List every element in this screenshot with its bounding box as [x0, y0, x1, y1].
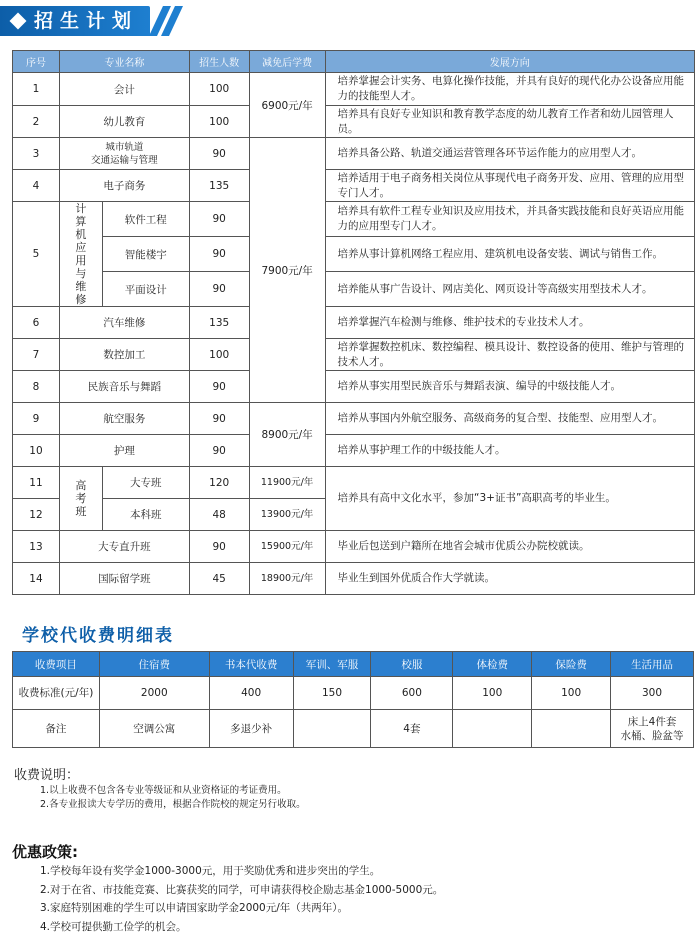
major-name: 电子商务 — [59, 170, 189, 202]
fee-header: 保险费 — [532, 652, 611, 677]
notes-list — [40, 784, 306, 812]
enroll-count: 90 — [189, 531, 249, 563]
header-fee: 减免后学费 — [249, 51, 325, 73]
fee-remark: 4套 — [371, 710, 453, 748]
fees-title: 学校代收费明细表 — [22, 626, 174, 646]
tuition-fee: 13900元/年 — [249, 499, 325, 531]
enroll-count: 90 — [189, 237, 249, 272]
fee-value: 300 — [611, 677, 694, 710]
table-row — [13, 563, 695, 595]
row-no: 4 — [13, 170, 60, 202]
fee-label: 收费标准(元/年) — [13, 677, 100, 710]
policy-item: 3.家庭特别困难的学生可以申请国家助学金2000元/年（共两年）。 — [40, 902, 349, 914]
table-row — [13, 531, 695, 563]
table-row — [13, 170, 695, 202]
enroll-count: 100 — [189, 73, 249, 106]
direction: 培养从事国内外航空服务、高级商务的复合型、技能型、应用型人才。 — [325, 403, 694, 435]
fee-header: 体检费 — [453, 652, 532, 677]
enroll-count: 100 — [189, 106, 249, 138]
direction: 培养适用于电子商务相关岗位从事现代电子商务开发、应用、管理的应用型专门人才。 — [325, 170, 694, 202]
direction: 培养从事计算机网络工程应用、建筑机电设备安装、调试与销售工作。 — [325, 237, 694, 272]
table-row — [13, 106, 695, 138]
major-name: 护理 — [59, 435, 189, 467]
major-name: 航空服务 — [59, 403, 189, 435]
policy-item: 2.对于在省、市技能竞赛、比赛获奖的同学，可申请获得校企励志基金1000-5000元。 — [40, 883, 444, 896]
tuition-fee: 7900元/年 — [249, 138, 325, 403]
tuition-fee: 6900元/年 — [249, 73, 325, 138]
enroll-count: 135 — [189, 307, 249, 339]
direction: 培养具有软件工程专业知识及应用技术，并具备实践技能和良好英语应用能力的应用型专门人才。 — [325, 202, 694, 237]
major-name: 平面设计 — [102, 272, 189, 307]
row-no: 12 — [13, 499, 60, 531]
row-no: 9 — [13, 403, 60, 435]
major-name-line: 交通运输与管理 — [91, 154, 158, 166]
fee-header: 收费项目 — [13, 652, 100, 677]
major-name: 大专班 — [102, 467, 189, 499]
fee-remark — [532, 710, 611, 748]
table-row — [13, 272, 695, 307]
row-no: 6 — [13, 307, 60, 339]
row-no: 2 — [13, 106, 60, 138]
major-name: 数控加工 — [59, 339, 189, 371]
fee-header: 书本代收费 — [209, 652, 293, 677]
direction: 培养掌握汽车检测与维修、维护技术的专业技术人才。 — [325, 307, 694, 339]
enrollment-plan-table — [12, 50, 695, 595]
fee-value: 100 — [532, 677, 611, 710]
enroll-count: 135 — [189, 170, 249, 202]
table-header-row — [13, 652, 694, 677]
header-major: 专业名称 — [59, 51, 189, 73]
policy-item: 4.学校可提供勤工俭学的机会。 — [40, 920, 187, 933]
table-row — [13, 435, 695, 467]
table-row — [13, 710, 694, 748]
banner-title: 招生计划 — [34, 10, 139, 32]
enroll-count: 45 — [189, 563, 249, 595]
row-no: 1 — [13, 73, 60, 106]
fee-remark: 多退少补 — [209, 710, 293, 748]
table-row — [13, 403, 695, 435]
row-no: 13 — [13, 531, 60, 563]
direction: 培养具备公路、轨道交通运营管理各环节运作能力的应用型人才。 — [325, 138, 694, 170]
major-name: 幼儿教育 — [59, 106, 189, 138]
fee-remark: 空调公寓 — [99, 710, 209, 748]
major-group: 高考班 — [59, 467, 102, 531]
enroll-count: 48 — [189, 499, 249, 531]
fee-remark-line: 床上4件套 — [627, 715, 677, 728]
section-banner — [0, 6, 175, 36]
fee-header: 住宿费 — [99, 652, 209, 677]
enroll-count: 90 — [189, 371, 249, 403]
major-name: 大专直升班 — [59, 531, 189, 563]
header-count: 招生人数 — [189, 51, 249, 73]
row-no: 3 — [13, 138, 60, 170]
fee-value: 600 — [371, 677, 453, 710]
direction: 培养从事实用型民族音乐与舞蹈表演、编导的中级技能人才。 — [325, 371, 694, 403]
major-name — [59, 138, 189, 170]
tuition-fee: 8900元/年 — [249, 403, 325, 467]
row-no: 5 — [13, 202, 60, 307]
fee-value: 150 — [293, 677, 371, 710]
direction: 毕业生到国外优质合作大学就读。 — [325, 563, 694, 595]
table-row — [13, 371, 695, 403]
tuition-fee: 18900元/年 — [249, 563, 325, 595]
note-item: 2.各专业报读大专学历的费用，根据合作院校的规定另行收取。 — [40, 799, 306, 810]
enroll-count: 100 — [189, 339, 249, 371]
enroll-count: 90 — [189, 202, 249, 237]
enroll-count: 90 — [189, 272, 249, 307]
table-row — [13, 138, 695, 170]
major-name: 国际留学班 — [59, 563, 189, 595]
tuition-fee: 15900元/年 — [249, 531, 325, 563]
fee-value: 2000 — [99, 677, 209, 710]
table-row — [13, 339, 695, 371]
major-name: 汽车维修 — [59, 307, 189, 339]
direction: 培养掌握会计实务、电算化操作技能，并具有良好的现代化办公设备应用能力的技能型人才。 — [325, 73, 694, 106]
fees-table — [12, 651, 694, 748]
policy-title: 优惠政策: — [12, 843, 78, 861]
direction: 培养掌握数控机床、数控编程、模具设计、数控设备的使用、维护与管理的技术人才。 — [325, 339, 694, 371]
row-no: 11 — [13, 467, 60, 499]
major-name: 软件工程 — [102, 202, 189, 237]
header-direction: 发展方向 — [325, 51, 694, 73]
policy-list — [40, 862, 443, 936]
note-item: 1.以上收费不包含各专业等级证和从业资格证的考证费用。 — [40, 785, 287, 796]
table-row — [13, 307, 695, 339]
enroll-count: 120 — [189, 467, 249, 499]
header-no: 序号 — [13, 51, 60, 73]
fee-remark — [453, 710, 532, 748]
fee-value: 100 — [453, 677, 532, 710]
fee-header: 校服 — [371, 652, 453, 677]
table-row — [13, 202, 695, 237]
fee-header: 生活用品 — [611, 652, 694, 677]
table-row — [13, 677, 694, 710]
row-no: 10 — [13, 435, 60, 467]
direction: 培养具有高中文化水平，参加“3+证书”高职高考的毕业生。 — [325, 467, 694, 531]
fee-value: 400 — [209, 677, 293, 710]
row-no: 14 — [13, 563, 60, 595]
major-name: 本科班 — [102, 499, 189, 531]
direction: 培养从事护理工作的中级技能人才。 — [325, 435, 694, 467]
fee-remark — [293, 710, 371, 748]
enroll-count: 90 — [189, 403, 249, 435]
row-no: 8 — [13, 371, 60, 403]
table-row — [13, 237, 695, 272]
major-name: 会计 — [59, 73, 189, 106]
enroll-count: 90 — [189, 138, 249, 170]
fee-header: 军训、军服 — [293, 652, 371, 677]
table-row — [13, 73, 695, 106]
major-name: 智能楼宇 — [102, 237, 189, 272]
tuition-fee: 11900元/年 — [249, 467, 325, 499]
fee-remark — [611, 710, 694, 748]
table-row — [13, 467, 695, 499]
major-name: 民族音乐与舞蹈 — [59, 371, 189, 403]
direction: 培养能从事广告设计、网店美化、网页设计等高级实用型技术人才。 — [325, 272, 694, 307]
enroll-count: 90 — [189, 435, 249, 467]
major-name-line: 城市轨道 — [105, 141, 144, 153]
major-group: 计算机应用与维修 — [59, 202, 102, 307]
policy-item: 1.学校每年设有奖学金1000-3000元，用于奖励优秀和进步突出的学生。 — [40, 865, 381, 877]
row-no: 7 — [13, 339, 60, 371]
direction: 培养具有良好专业知识和教育教学态度的幼儿教育工作者和幼儿园管理人员。 — [325, 106, 694, 138]
direction: 毕业后包送到户籍所在地省会城市优质公办院校就读。 — [325, 531, 694, 563]
fee-label: 备注 — [13, 710, 100, 748]
table-header-row — [13, 51, 695, 73]
fee-remark-line: 水桶、脸盆等 — [620, 729, 684, 742]
notes-title: 收费说明： — [14, 768, 80, 783]
